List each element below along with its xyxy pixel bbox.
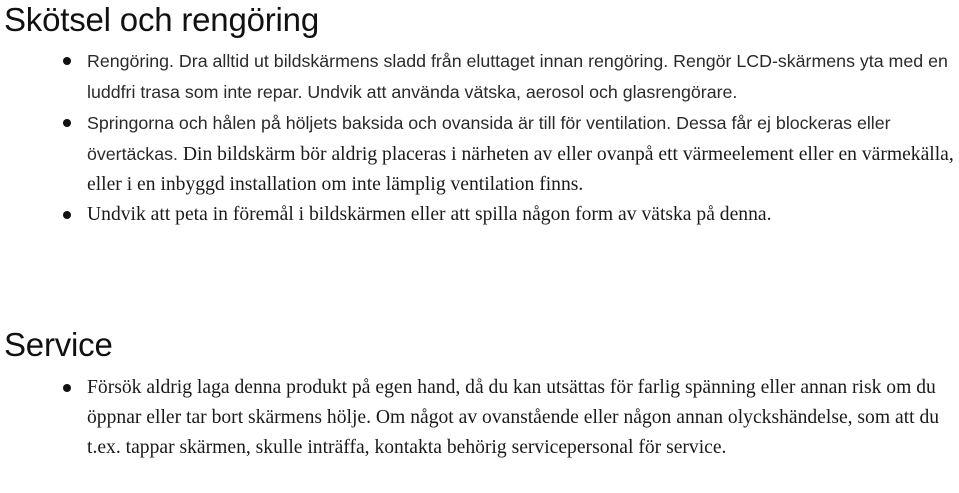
- item-text: Rengöring. Dra alltid ut bildskärmens sladd från eluttaget innan rengöring. Rengör LCD-skärmens yta med en luddfri trasa som inte repar. Undvik att använda vätska, aerosol och glasrengörare.: [87, 51, 948, 102]
- list-item: [0, 373, 959, 463]
- bullet-list-service: [0, 373, 959, 463]
- item-text: Undvik att peta in föremål i bildskärmen eller att spilla någon form av vätska på denna.: [87, 204, 772, 225]
- item-text: Din bildskärm bör aldrig placeras i närheten av eller ovanpå ett värmeelement eller en värmekälla, eller i en inbyggd installation om inte lämplig ventilation finns.: [87, 144, 954, 195]
- list-item: [0, 200, 959, 230]
- section-heading-skotsel: Skötsel och rengöring: [4, 1, 319, 38]
- bullet-icon: [63, 119, 71, 127]
- bullet-icon: [63, 211, 71, 219]
- section-heading-service: Service: [4, 326, 113, 363]
- bullet-icon: [63, 384, 71, 392]
- item-text: Springorna och hålen på höljets baksida och ovansida är till för ventilation. Dessa får ej blockeras eller övertäckas.: [87, 113, 891, 164]
- list-item: [0, 108, 959, 200]
- list-item: [0, 46, 959, 108]
- bullet-list-skotsel: [0, 46, 959, 230]
- item-text: Försök aldrig laga denna produkt på egen hand, då du kan utsättas för farlig spänning eller annan risk om du öppnar eller tar bort skärmens hölje. Om något av ovanstående eller någon annan olyckshändelse, som att du t.ex. tappar skärmen, skulle inträffa, kontakta behörig servicepersonal för service.: [87, 377, 940, 458]
- bullet-icon: [63, 57, 71, 65]
